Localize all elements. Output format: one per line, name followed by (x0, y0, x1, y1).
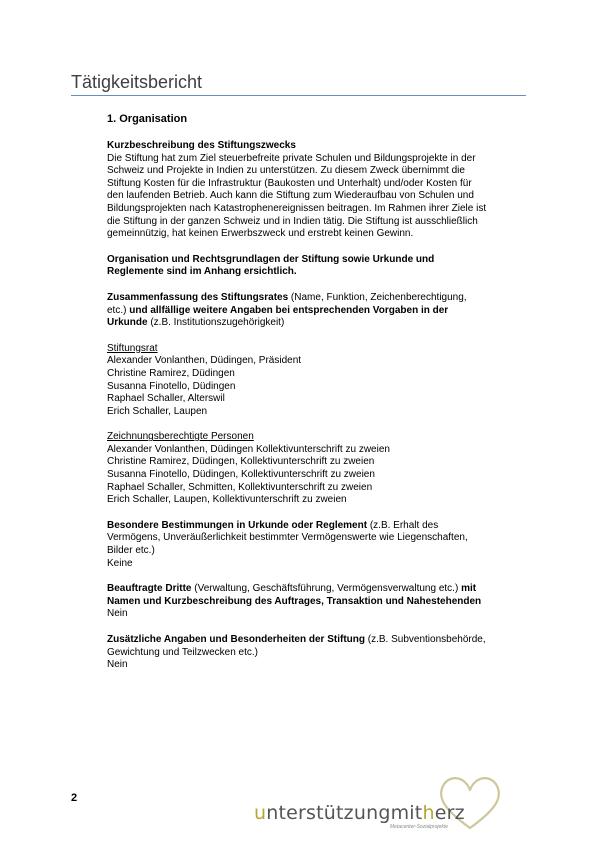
special-line: Bilder etc.) (107, 545, 155, 557)
signatory: Susanna Finotello, Düdingen, Kollektivunterschrift zu zweien (107, 469, 375, 481)
signatories-heading: Zeichnungsberechtigte Personen (107, 431, 254, 443)
signatory: Christine Ramirez, Düdingen, Kollektivunterschrift zu zweien (107, 456, 375, 468)
purpose-line: gemeinnützig, hat keinen Erwerbszweck und erstrebt keinen Gewinn. (107, 228, 414, 240)
third-line: Namen und Kurzbeschreibung des Auftrages, Transaktion und Nahestehenden (107, 595, 482, 607)
purpose-line: Die Stiftung hat zum Ziel steuerbefreite private Schulen und Bildungsprojekte in der (107, 152, 476, 164)
signatory: Erich Schaller, Laupen, Kollektivunterschrift zu zweien (107, 494, 347, 506)
page-number: 2 (71, 792, 78, 804)
legal-line: Reglemente sind im Anhang ersichtlich. (107, 266, 297, 278)
signatory: Raphael Schaller, Schmitten, Kollektivunterschrift zu zweien (107, 481, 373, 493)
third-normal: (Verwaltung, Geschäftsführung, Vermögensverwaltung etc.) (191, 583, 462, 595)
council-block (107, 343, 527, 419)
additional-info-block (107, 634, 527, 672)
summary-bold: Urkunde (107, 317, 148, 329)
council-member: Erich Schaller, Laupen (107, 405, 208, 417)
organization-logo (250, 772, 505, 834)
legal-basis-block (107, 254, 527, 279)
council-member: Christine Ramirez, Düdingen (107, 367, 235, 379)
special-normal: (z.B. Erhalt des (367, 519, 439, 531)
purpose-line: Bildungsprojekten nach Katastrophenereignissen beitragen. Im Rahmen ihrer Ziele ist (107, 202, 487, 214)
summary-normal: (z.B. Institutionszugehörigkeit) (147, 317, 285, 329)
summary-bold: und allfällige weitere Angaben bei entsprechenden Vorgaben in der (129, 304, 449, 316)
summary-bold: Zusammenfassung des Stiftungsrates (107, 291, 289, 303)
special-provisions-block (107, 520, 527, 570)
purpose-line: den laufenden Betrieb. Auch kann die Stiftung zum Wiederaufbau von Schulen und (107, 190, 474, 202)
legal-line: Organisation und Rechtsgrundlagen der Stiftung sowie Urkunde und (107, 253, 435, 265)
third-bold: Beauftragte Dritte (107, 583, 192, 595)
special-answer: Keine (107, 557, 133, 569)
summary-normal: (Name, Funktion, Zeichenberechtigung, (288, 291, 467, 303)
purpose-line: Stiftung Kosten für die Infrastruktur (Baukosten und Unterhalt) und/oder Kosten für (107, 177, 472, 189)
council-member: Susanna Finotello, Düdingen (107, 380, 236, 392)
document-body (107, 112, 527, 685)
purpose-line: Schweiz und Projekte in Indien zu unterstützen. Zu diesem Zweck übernimmt die (107, 165, 465, 177)
section-title: 1. Organisation (107, 113, 188, 125)
purpose-line: die Stiftung in der ganzen Schweiz und in Indien tätig. Die Stiftung ist ausschließlich (107, 215, 478, 227)
heading-divider (71, 95, 526, 96)
third-bold: mit (461, 583, 477, 595)
special-bold: Besondere Bestimmungen in Urkunde oder Reglement (107, 519, 368, 531)
purpose-heading: Kurzbeschreibung des Stiftungszwecks (107, 140, 296, 151)
summary-normal: etc.) (107, 304, 130, 316)
page-heading: Tätigkeitsbericht (71, 72, 203, 92)
council-summary-block (107, 292, 527, 330)
logo-wordmark: unterstützungmitherz (254, 802, 465, 824)
third-answer: Nein (107, 608, 128, 620)
special-line: Vermögens, Unveräußerlichkeit bestimmter Vermögenswerte wie Liegenschaften, (107, 532, 468, 544)
purpose-block (107, 140, 527, 241)
council-member: Raphael Schaller, Alterswil (107, 393, 225, 405)
signatories-block (107, 431, 527, 507)
third-parties-block (107, 583, 527, 621)
signatory: Alexander Vonlanthen, Düdingen Kollektivunterschrift zu zweien (107, 443, 390, 455)
council-heading: Stiftungsrat (107, 342, 158, 354)
additional-answer: Nein (107, 659, 128, 671)
logo-subtitle: Metacenter-Sozialprojekte (390, 824, 448, 830)
additional-bold: Zusätzliche Angaben und Besonderheiten der Stiftung (107, 634, 365, 645)
additional-normal: (z.B. Subventionsbehörde, (364, 634, 486, 645)
council-member: Alexander Vonlanthen, Düdingen, Präsident (107, 355, 302, 367)
additional-line: Gewichtung und Teilzwecken etc.) (107, 646, 259, 658)
